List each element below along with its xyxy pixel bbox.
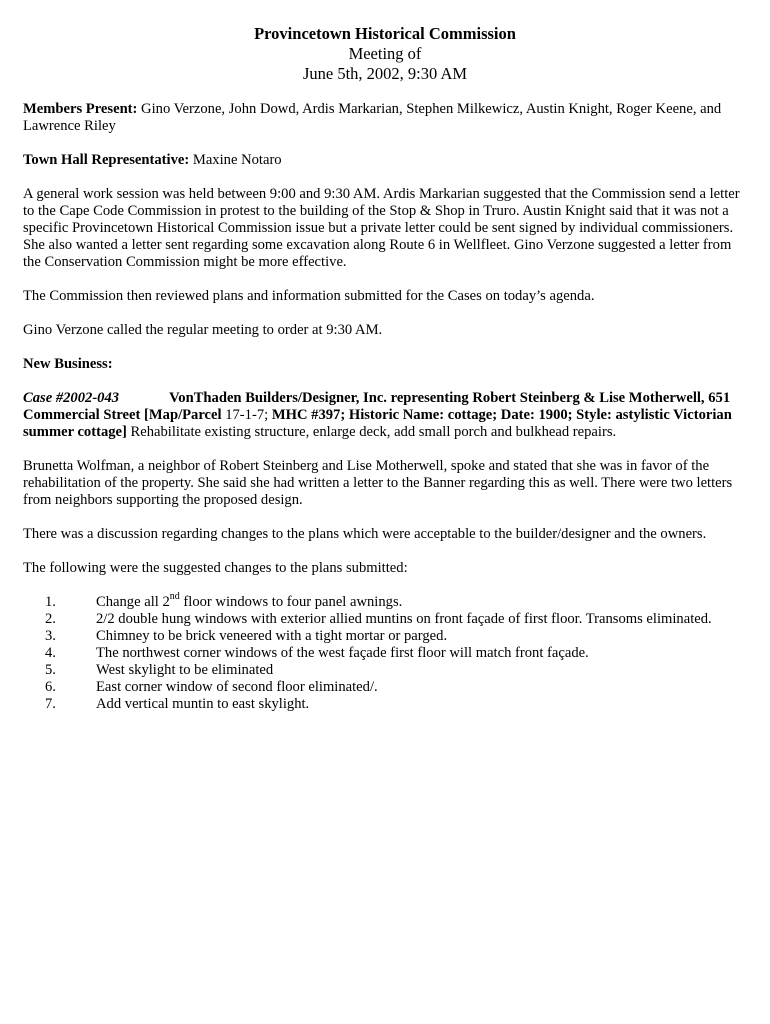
- list-item: 7. Add vertical muntin to east skylight.: [45, 696, 310, 712]
- list-item: 1. Change all 2nd floor windows to four panel awnings.: [45, 591, 403, 610]
- case-number: Case #2002-043: [23, 390, 120, 406]
- list-item: 3. Chimney to be brick veneered with a tight mortar or parged.: [45, 628, 448, 644]
- case-paragraph: [23, 390, 743, 441]
- list-item: 6. East corner window of second floor eliminated/.: [45, 679, 378, 695]
- review-paragraph: The Commission then reviewed plans and information submitted for the Cases on today’s agenda.: [23, 288, 595, 304]
- meeting-label: Meeting of: [348, 44, 422, 63]
- list-item: 4. The northwest corner windows of the west façade first floor will match front façade.: [45, 645, 589, 661]
- document-title: Provincetown Historical Commission: [254, 24, 516, 43]
- document-header: [0, 24, 770, 84]
- town-hall-name: Maxine Notaro: [189, 152, 282, 168]
- list-item: 5. West skylight to be eliminated: [45, 662, 274, 678]
- case-parcel: 17-1-7;: [221, 407, 269, 423]
- members-label: Members Present:: [23, 101, 138, 117]
- members-list: Gino Verzone, John Dowd, Ardis Markarian, Stephen Milkewicz, Austin Knight, Roger Keene, and Lawrence Riley: [23, 101, 722, 134]
- work-session-paragraph: A general work session was held between 9:00 and 9:30 AM. Ardis Markarian suggested that the Commission send a letter to the Cape Code Commission in protest to the building of the Stop & Shop in Truro. Austin Knight said that it was not a specific Provincetown Historical Commission issue but a private letter could be sent signed by individual commissioners. She also wanted a letter sent regarding some excavation along Route 6 in Wellfleet. Gino Verzone suggested a letter from the Conservation Commission might be more effective.: [23, 186, 740, 270]
- neighbor-paragraph: Brunetta Wolfman, a neighbor of Robert Steinberg and Lise Motherwell, spoke and stated that she was in favor of the rehabilitation of the property. She said she had written a letter to the Banner regarding this as well. There were two letters from neighbors supporting the proposed design.: [23, 458, 733, 508]
- meeting-date: June 5th, 2002, 9:30 AM: [302, 64, 468, 83]
- case-description: Rehabilitate existing structure, enlarge deck, add small porch and bulkhead repairs.: [126, 424, 617, 440]
- town-hall-representative: [23, 152, 743, 169]
- call-to-order-paragraph: Gino Verzone called the regular meeting to order at 9:30 AM.: [23, 322, 383, 338]
- town-hall-label: Town Hall Representative:: [23, 152, 190, 168]
- members-present: [23, 101, 743, 135]
- changes-list: [23, 591, 743, 713]
- changes-intro: The following were the suggested changes to the plans submitted:: [23, 560, 408, 576]
- discussion-paragraph: There was a discussion regarding changes to the plans which were acceptable to the builder/designer and the owners.: [23, 526, 707, 542]
- new-business-heading: New Business:: [23, 356, 113, 372]
- list-item: 2. 2/2 double hung windows with exterior allied muntins on front façade of first floor. Transoms eliminated.: [45, 611, 712, 627]
- case-applicant: VonThaden Builders/Designer, Inc. representing Robert Steinberg & Lise Motherwell, 651 Commercial Street [Map/Parcel: [23, 390, 731, 423]
- document-body: [23, 101, 743, 713]
- case-historic-info: MHC #397; Historic Name: cottage; Date: 1900; Style: astylistic Victorian summer cottage]: [23, 407, 732, 440]
